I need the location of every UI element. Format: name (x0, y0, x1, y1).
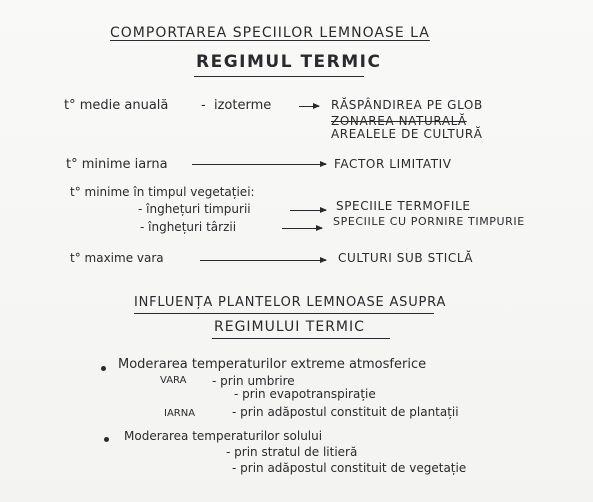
row1-term: izoterme (214, 98, 272, 113)
item1-season2: IARNA (164, 408, 196, 419)
row4-arrow (200, 260, 326, 261)
section2-heading-underline1 (134, 313, 434, 314)
row1-effect-3: AREALELE DE CULTURĂ (331, 127, 483, 141)
item2-text: Moderarea temperaturilor solului (124, 429, 323, 443)
row3-effect2: SPECIILE CU PORNIRE TIMPURIE (333, 215, 525, 228)
bullet-1 (101, 366, 106, 371)
row3-arrow1 (290, 210, 326, 211)
row3-label: t° minime în timpul vegetației: (70, 185, 255, 199)
page-title-line1: COMPORTAREA SPECIILOR LEMNOASE LA (110, 25, 430, 41)
section2-heading-underline2 (212, 338, 390, 339)
row2-arrow (192, 164, 326, 165)
item2-a: - prin stratul de litieră (226, 445, 358, 459)
section2-heading-line2: REGIMULUI TERMIC (214, 319, 365, 335)
row3-sub1: - înghețuri timpurii (138, 202, 251, 216)
row3-sub2: - înghețuri târzii (140, 220, 237, 234)
row4-label: t° maxime vara (70, 251, 164, 265)
title-underline (194, 76, 364, 77)
item1-season1-b: - prin evapotranspirație (234, 387, 376, 401)
section2-heading-line1: INFLUENȚA PLANTELOR LEMNOASE ASUPRA (134, 295, 447, 310)
row1-arrow (299, 106, 319, 107)
row1-effect-1: RĂSPÂNDIREA PE GLOB (331, 98, 483, 112)
row2-label: t° minime iarna (66, 157, 168, 172)
row3-effect1: SPECIILE TERMOFILE (336, 199, 471, 213)
item1-season1: VARA (160, 375, 187, 386)
row1-label: t° medie anuală (64, 98, 169, 113)
row3-arrow2 (282, 228, 322, 229)
item1-season2-a: - prin adăpostul constituit de plantații (232, 405, 459, 419)
item1-season1-a: - prin umbrire (212, 374, 295, 388)
item2-b: - prin adăpostul constituit de vegetație (232, 461, 467, 475)
row4-effect: CULTURI SUB STICLĂ (338, 251, 474, 265)
item1-text: Moderarea temperaturilor extreme atmosferice (118, 357, 427, 372)
page-title-line2: REGIMUL TERMIC (196, 52, 382, 72)
bullet-2 (104, 437, 109, 442)
row1-dash: - (201, 98, 206, 113)
row1-effect-2: ZONAREA NATURALĂ (331, 114, 467, 128)
row2-effect: FACTOR LIMITATIV (334, 157, 452, 171)
